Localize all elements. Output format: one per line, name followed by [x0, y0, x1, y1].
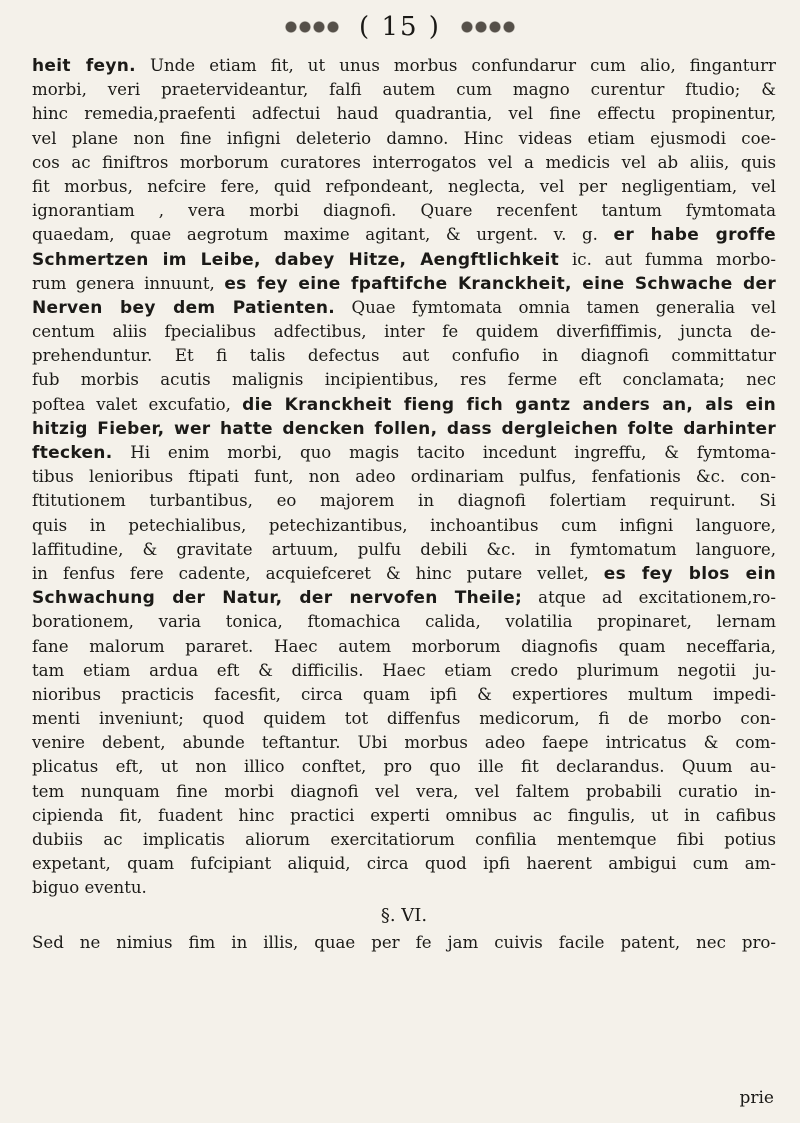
latin-text: tam etiam ardua eft & difficilis. Haec etiam credo plurimum negotii ju- [32, 660, 776, 680]
text-line [32, 828, 776, 852]
text-line [32, 102, 776, 126]
latin-text: Hi enim morbi, quo magis tacito incedunt ingreffu, & fymtoma- [112, 443, 776, 462]
latin-text: fane malorum pararet. Haec autem morborum diagnofis quam neceffaria, [32, 636, 776, 656]
latin-text: tibus lenioribus ftipati funt, non adeo ordinariam pulfus, fenfationis &c. con- [32, 467, 776, 487]
text-line [32, 78, 776, 102]
text-line [32, 852, 776, 876]
latin-text: prehenduntur. Et fi talis defectus aut confufio in diagnofi committatur [32, 346, 776, 366]
latin-text: fit morbus, nefcire fere, quid refpondeant, neglecta, vel per negligentiam, vel [32, 176, 776, 196]
german-fraktur-phrase: es fey blos ein [603, 563, 776, 584]
text-line [32, 538, 776, 562]
latin-text: Unde etiam fit, ut unus morbus confundarur cum alio, finganturr [135, 56, 776, 75]
latin-text: in fenfus fere cadente, acquiefceret & hinc putare vellet, [32, 563, 604, 583]
text-line [32, 755, 776, 779]
text-line [32, 489, 776, 513]
german-fraktur-phrase: es fey eine fpaftifche Kranckheit, eine Schwache der [224, 273, 777, 294]
german-fraktur-phrase: hitzig Fieber, wer hatte dencken follen, dass dergleichen folte darhinter [32, 418, 776, 439]
german-fraktur-phrase: er habe groffe [613, 225, 777, 246]
text-line [32, 876, 776, 900]
latin-text: centum aliis fpecialibus adfectibus, inter fe quidem diverfiffimis, juncta de- [32, 322, 776, 342]
right-ornament-icon [459, 16, 517, 38]
text-line [32, 272, 776, 296]
text-line [32, 610, 776, 634]
text-line [32, 417, 776, 441]
text-line [32, 804, 776, 828]
latin-text: cos ac finiftros morborum curatores interrogatos vel a medicis vel ab aliis, quis [32, 152, 776, 172]
german-fraktur-phrase: Schwachung der Natur, der nervofen Theile; [32, 588, 523, 609]
latin-text: quaedam, quae aegrotum maxime agitant, & urgent. v. g. [32, 225, 614, 245]
text-line [32, 586, 776, 610]
latin-text: plicatus eft, ut non illico conftet, pro quo ille fit declarandus. Quum au- [32, 757, 776, 777]
latin-text: tem nunquam fine morbi diagnofi vel vera, vel faltem probabili curatio in- [32, 781, 776, 801]
text-line [32, 393, 776, 417]
latin-text: Quae fymtomata omnia tamen generalia vel [335, 297, 776, 317]
latin-text: ic. aut fumma morbo- [559, 249, 776, 269]
latin-text: ignorantiam , vera morbi diagnofi. Quare recenfent tantum fymtomata [32, 201, 776, 221]
latin-text: ftitutionem turbantibus, eo majorem in diagnofi folertiam requirunt. Si [32, 491, 776, 511]
section-heading: §. VI. [380, 904, 428, 926]
latin-text: rum genera innuunt, [32, 273, 225, 293]
text-line [32, 465, 776, 489]
text-line [32, 320, 776, 344]
text-line [32, 562, 776, 586]
text-line [32, 683, 776, 707]
page-number: ( 15 ) [359, 12, 441, 42]
latin-text: quis in petechialibus, petechizantibus, inchoantibus cum infigni languore, [32, 515, 776, 535]
latin-text: hinc remedia,praefenti adfectui haud quadrantia, vel fine effectu propinentur, [32, 104, 776, 124]
latin-text: dubiis ac implicatis aliorum exercitatiorum confilia mentemque fibi potius [32, 830, 776, 849]
text-line [32, 223, 776, 247]
latin-text: Sed ne nimius fim in illis, quae per fe jam cuivis facile patent, nec pro- [32, 932, 776, 952]
latin-text: vel plane non fine infigni deleterio damno. Hinc videas etiam ejusmodi coe- [32, 128, 776, 148]
german-fraktur-phrase: ftecken. [32, 443, 113, 463]
text-line [32, 199, 776, 223]
latin-text: biguo eventu. [32, 878, 147, 898]
latin-text: atque ad excitationem,ro- [522, 588, 776, 608]
page-header [0, 8, 800, 46]
text-line [32, 344, 776, 368]
text-line [32, 931, 776, 955]
main-text [32, 54, 776, 955]
text-line [32, 248, 776, 272]
german-fraktur-phrase: Schmertzen im Leibe, dabey Hitze, Aengftlichkeit [32, 249, 560, 270]
latin-text: menti inveniunt; quod quidem tot diffenfus medicorum, fi de morbo con- [32, 709, 776, 729]
text-line [32, 368, 776, 392]
left-ornament-icon [283, 16, 341, 38]
text-line [32, 441, 776, 465]
german-fraktur-phrase: heit feyn. [32, 56, 136, 76]
text-line [32, 731, 776, 755]
text-line [32, 175, 776, 199]
latin-text: morbi, veri praetervideantur, falfi autem cum magno curentur ftudio; & [32, 80, 776, 100]
german-fraktur-phrase: Nerven bey dem Patienten. [32, 297, 336, 318]
latin-text: expetant, quam fufcipiant aliquid, circa quod ipfi haerent ambigui cum am- [32, 854, 776, 874]
latin-text: cipienda fit, fuadent hinc practici experti omnibus ac fingulis, ut in cafibus [32, 805, 776, 825]
latin-text: fub morbis acutis malignis incipientibus, res ferme eft conclamata; nec [32, 370, 776, 390]
latin-text: borationem, varia tonica, ftomachica calida, volatilia propinaret, lernam [32, 612, 776, 632]
latin-text: poftea valet excufatio, [32, 394, 243, 414]
text-line [32, 780, 776, 804]
text-line [32, 296, 776, 320]
text-line [32, 635, 776, 659]
catchword: prie [739, 1088, 774, 1108]
text-line [32, 514, 776, 538]
latin-text: nioribus practicis facesfit, circa quam ipfi & expertiores multum impedi- [32, 684, 776, 704]
latin-text: laffitudine, & gravitate artuum, pulfu debili &c. in fymtomatum languore, [32, 539, 776, 559]
text-line [32, 54, 776, 78]
latin-text: venire debent, abunde teftantur. Ubi morbus adeo faepe intricatus & com- [32, 733, 776, 753]
text-line [32, 707, 776, 731]
text-line [32, 127, 776, 151]
german-fraktur-phrase: die Kranckheit fieng fich gantz anders an, als ein [242, 394, 776, 415]
text-line [32, 151, 776, 175]
text-line [32, 659, 776, 683]
